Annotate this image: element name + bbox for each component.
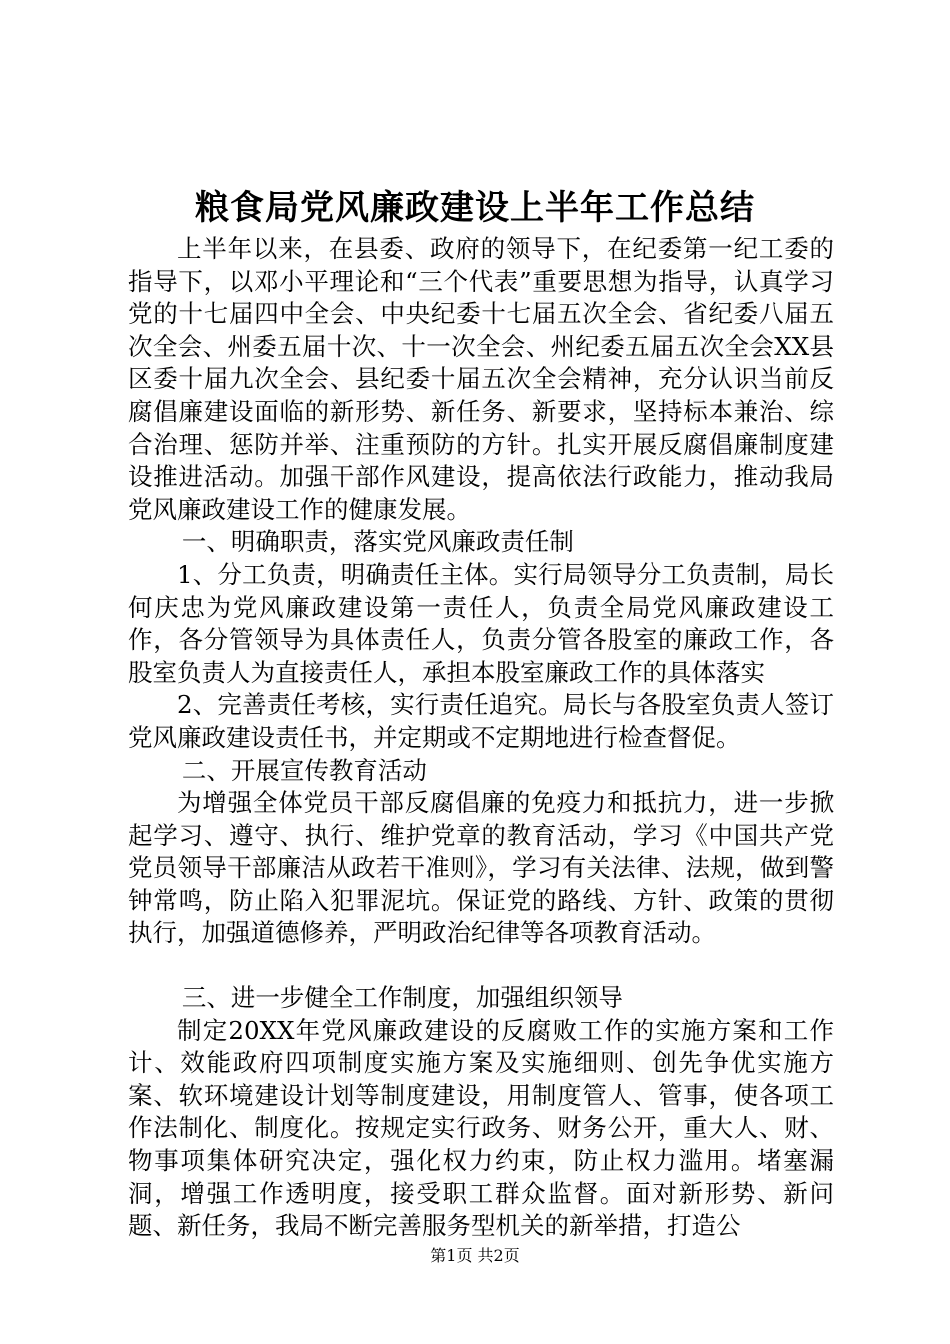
page-number: 第1页 共2页 (430, 1246, 520, 1265)
document-body (128, 233, 834, 1243)
paragraph-intro: 上半年以来，在县委、政府的领导下，在纪委第一纪工委的指导下，以邓小平理论和“三个代表”重要思想为指导，认真学习党的十七届四中全会、中央纪委十七届五次全会、省纪委八届五次全会、州委五届十次、十一次全会、州纪委五届五次全会XX县区委十届九次全会、县纪委十届五次全会精神，充分认识当前反腐倡廉建设面临的新形势、新任务、新要求，坚持标本兼治、综合治理、惩防并举、注重预防的方针。扎实开展反腐倡廉制度建设推进活动。加强干部作风建设，提高依法行政能力，推动我局党风廉政建设工作的健康发展。 (128, 234, 834, 524)
document-title: 粮食局党风廉政建设上半年工作总结 (195, 188, 755, 228)
section-heading-2: 二、开展宣传教育活动 (181, 755, 427, 785)
paragraph-responsibility: 1、分工负责，明确责任主体。实行局领导分工负责制，局长何庆忠为党风廉政建设第一责任人，负责全局党风廉政建设工作，各分管领导为具体责任人，负责分管各股室的廉政工作，各股室负责人为直接责任人，承担本股室廉政工作的具体落实 (128, 559, 834, 687)
section-heading-3: 三、进一步健全工作制度，加强组织领导 (181, 983, 623, 1013)
paragraph-gap (128, 950, 834, 982)
section-heading-1: 一、明确职责，落实党风廉政责任制 (181, 527, 574, 557)
paragraph-education: 为增强全体党员干部反腐倡廉的免疫力和抵抗力，进一步掀起学习、遵守、执行、维护党章的教育活动，学习《中国共产党党员领导干部廉洁从政若干准则》，学习有关法律、法规，做到警钟常鸣，防止陷入犯罪泥坑。保证党的路线、方针、政策的贯彻执行，加强道德修养，严明政治纪律等各项教育活动。 (128, 788, 834, 948)
paragraph-assessment: 2、完善责任考核，实行责任追究。局长与各股室负责人签订党风廉政建设责任书，并定期或不定期地进行检查督促。 (128, 690, 834, 752)
paragraph-system: 制定20XX年党风廉政建设的反腐败工作的实施方案和工作计、效能政府四项制度实施方案及实施细则、创先争优实施方案、软环境建设计划等制度建设，用制度管人、管事，使各项工作法制化、制度化。按规定实行政务、财务公开，重大人、财、物事项集体研究决定，强化权力约束，防止权力滥用。堵塞漏洞，增强工作透明度，接受职工群众监督。面对新形势、新问题、新任务，我局不断完善服务型机关的新举措，打造公 (128, 1015, 834, 1241)
